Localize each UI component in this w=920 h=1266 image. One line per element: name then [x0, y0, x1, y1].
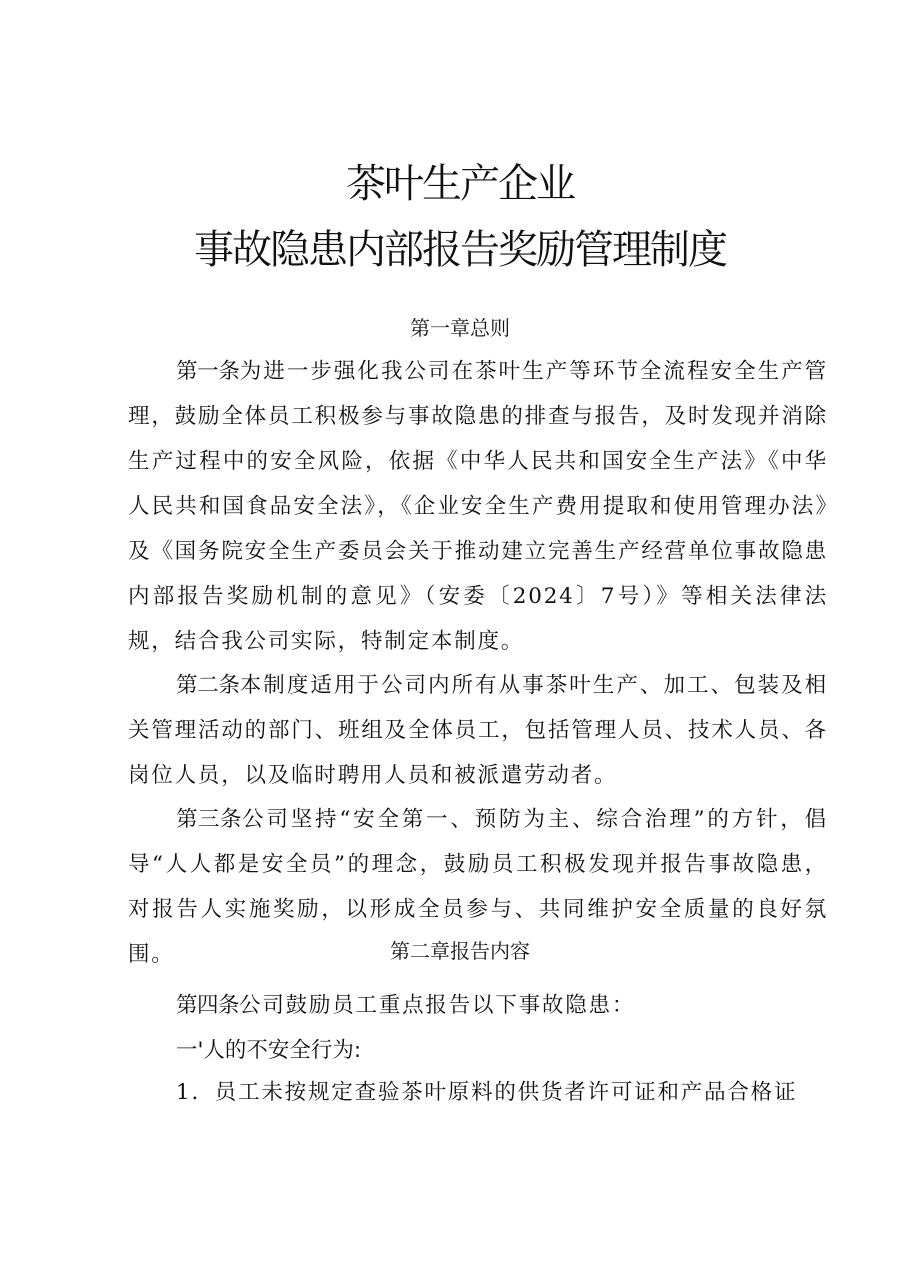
article-4-text: 公司鼓励员工重点报告以下事故隐患： [239, 993, 636, 1018]
article-1-text: 为进一步强化我公司在茶叶生产等环节全流程安全生产管理，鼓励全体员工积极参与事故隐患的排查与报告，及时发现并消除生产过程中的安全风险，依据《中华人民共和国安全生产法》《中华人民共和国食品安全法》，《企业安全生产费用提取和使用管理办法》及《国务院安全生产委员会关于推动建立完善生产经营单位事故隐患内部报告奖励机制的意见》（安委〔2024〕7号）》等相关法律法规，结合我公司实际，特制定本制度。 [128, 359, 828, 654]
article-3-label: 第三条 [176, 807, 243, 832]
article-4-label: 第四条 [176, 993, 240, 1018]
chapter-heading-general: 第一章总则 [410, 316, 510, 340]
article-4 [128, 983, 828, 1028]
document-title-line-2: 事故隐患内部报告奖励管理制度 [194, 227, 726, 273]
section-heading-unsafe-behavior: 一'人的不安全行为: [176, 1038, 362, 1063]
list-item-1: 1．员工未按规定查验茶叶原料的供货者许可证和产品合格证 [176, 1080, 798, 1105]
article-2-text: 本制度适用于公司内所有从事茶叶生产、加工、包装及相关管理活动的部门、班组及全体员工，包括管理人员、技术人员、各岗位人员，以及临时聘用人员和被派遣劳动者。 [128, 673, 828, 788]
article-2-label: 第二条 [176, 673, 240, 698]
article-1 [128, 349, 828, 664]
article-2 [128, 663, 828, 798]
chapter-heading-report-content: 第二章报告内容 [390, 939, 530, 963]
article-3-text: 公司坚持“安全第一、预防为主、综合治理”的方针，倡导“人人都是安全员”的理念，鼓励员工积极发现并报告事故隐患，对报告人实施奖励，以形成全员参与、共同维护安全质量的良好氛围。 [128, 807, 828, 967]
document-title-line-1: 茶叶生产企业 [346, 161, 574, 207]
article-1-label: 第一条 [176, 359, 240, 384]
